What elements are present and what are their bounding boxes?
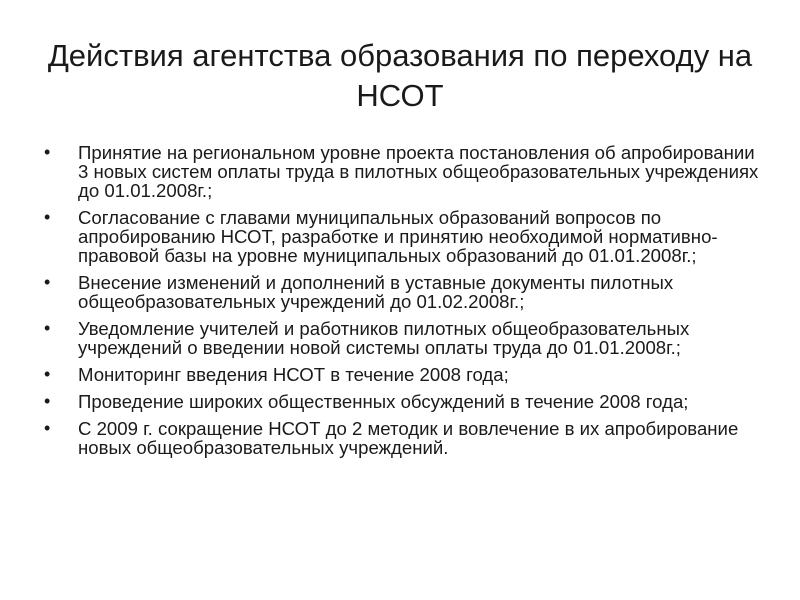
bullet-text: Внесение изменений и дополнений в уставные документы пилотных общеобразовательных учреждений до 01.02.2008г.; <box>78 272 674 312</box>
bullet-text: Мониторинг введения НСОТ в течение 2008 года; <box>78 364 509 385</box>
bullet-icon: • <box>44 318 51 338</box>
bullet-icon: • <box>44 364 51 384</box>
bullet-icon: • <box>44 418 51 438</box>
bullet-item <box>44 365 764 384</box>
bullet-list <box>44 143 764 465</box>
bullet-icon: • <box>44 272 51 292</box>
slide-title: Действия агентства образования по переходу на НСОТ <box>47 38 753 113</box>
bullet-text: Принятие на региональном уровне проекта постановления об апробировании 3 новых систем оплаты труда в пилотных общеобразовательных учреждениях до 01.01.2008г.; <box>78 142 759 201</box>
bullet-text: Уведомление учителей и работников пилотных общеобразовательных учреждений о введении новой системы оплаты труда до 01.01.2008г.; <box>78 318 690 358</box>
bullet-text: Проведение широких общественных обсуждений в течение 2008 года; <box>78 391 689 412</box>
bullet-icon: • <box>44 391 51 411</box>
bullet-icon: • <box>44 207 51 227</box>
bullet-icon: • <box>44 142 51 162</box>
bullet-item <box>44 273 764 311</box>
bullet-item <box>44 208 764 265</box>
bullet-text: С 2009 г. сокращение НСОТ до 2 методик и вовлечение в их апробирование новых общеобразовательных учреждений. <box>78 418 739 458</box>
bullet-item <box>44 392 764 411</box>
bullet-item <box>44 419 764 457</box>
bullet-text: Согласование с главами муниципальных образований вопросов по апробированию НСОТ, разработке и принятию необходимой нормативно-правовой базы на уровне муниципальных образований до 01.01.2008г.; <box>78 207 718 266</box>
bullet-item <box>44 319 764 357</box>
bullet-item <box>44 143 764 200</box>
